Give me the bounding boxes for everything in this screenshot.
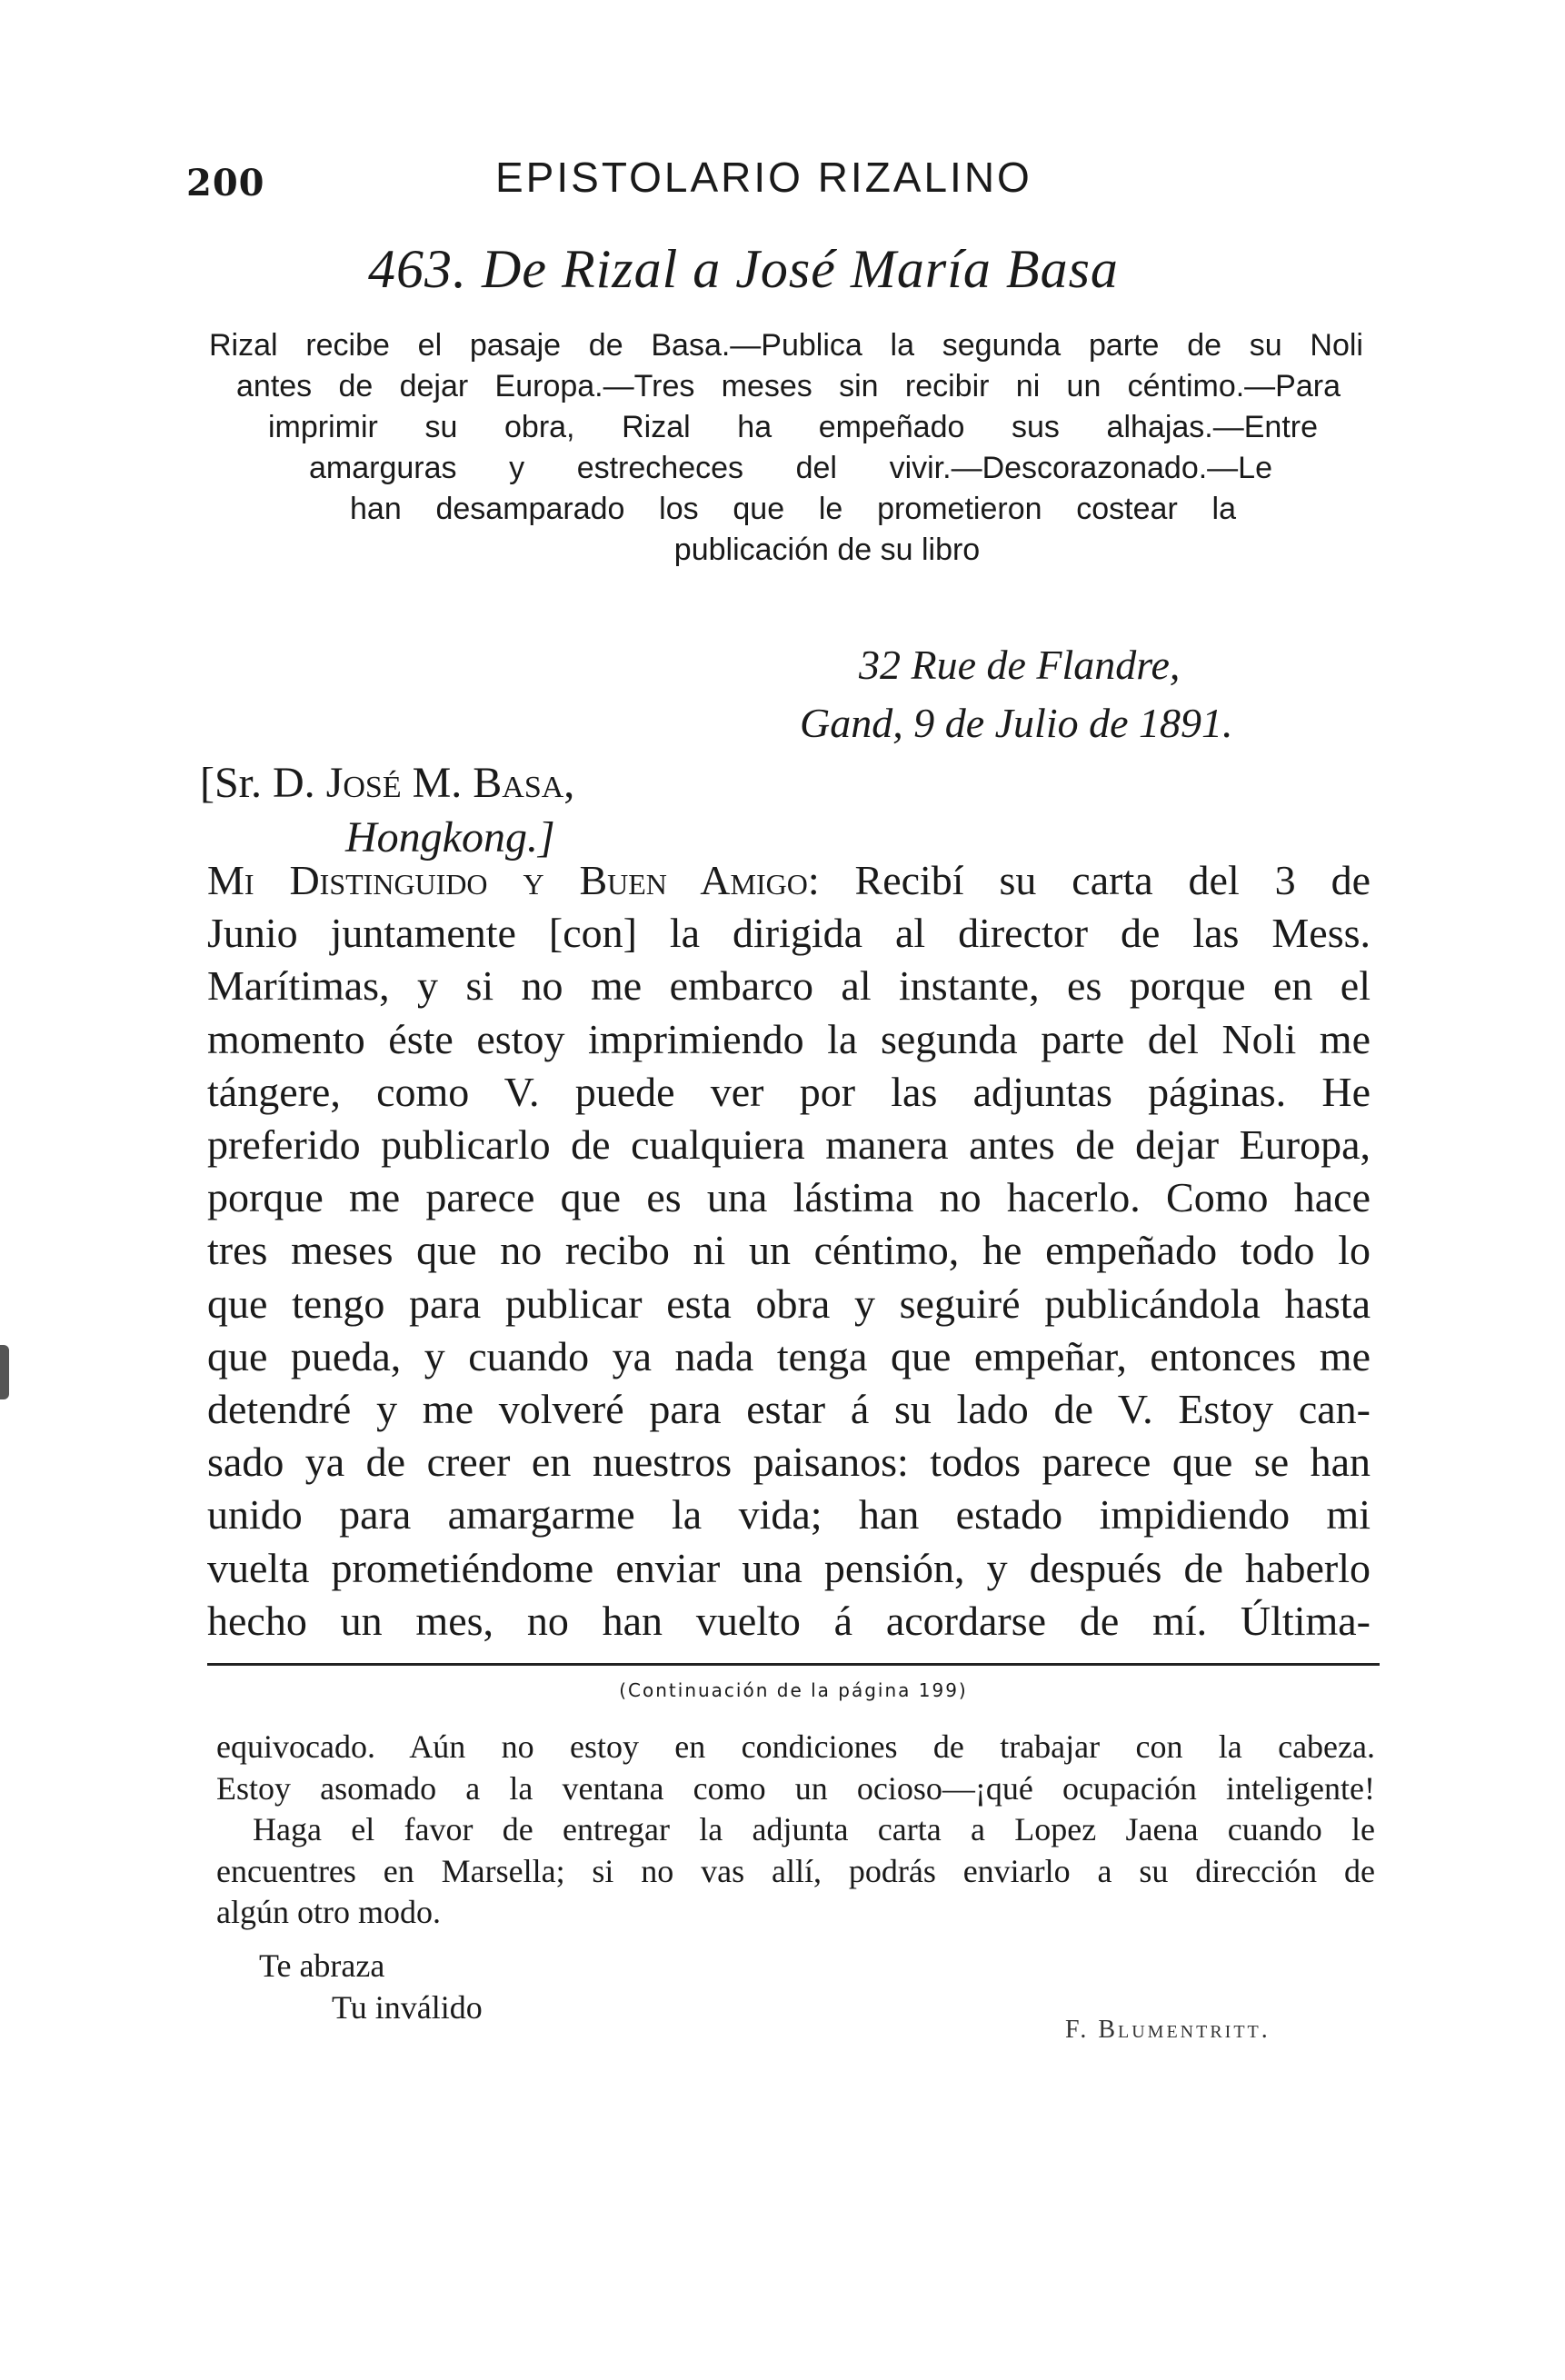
- footnote-line: encuentres en Marsella; si no vas allí, podrás enviarlo a su dirección de: [216, 1852, 1375, 1889]
- footnote-line: equivocado. Aún no estoy en condiciones de trabajar con la cabeza.: [216, 1728, 1375, 1765]
- closing: [259, 1945, 483, 2028]
- salutation: Mi Distinguido y Buen Amigo:: [207, 857, 820, 903]
- page-header: [186, 153, 1413, 216]
- recipient-prefix: [Sr. D.: [200, 759, 326, 807]
- summary-line: imprimir su obra, Rizal ha empeñado sus alhajas.—Entre: [268, 410, 1318, 444]
- body-line: hecho un mes, no han vuelto á acordarse de mí. Última-: [207, 1597, 1371, 1644]
- page-number: 200: [186, 162, 265, 204]
- summary-line: amarguras y estrecheces del vivir.—Descorazonado.—Le: [309, 451, 1272, 485]
- letter-title: 463. De Rizal a José María Basa: [368, 239, 1119, 299]
- body-line-rest: Recibí su carta del 3 de: [819, 857, 1371, 903]
- continuation-label: (Continuación de la página 199): [619, 1679, 968, 1701]
- body-line: que tengo para publicar esta obra y seguiré publicándola hasta: [207, 1280, 1371, 1327]
- body-line: tres meses que no recibo ni un céntimo, he empeñado todo lo: [207, 1227, 1371, 1274]
- body-line: unido para amargarme la vida; han estado impidiendo mi: [207, 1491, 1371, 1539]
- footnote-text: [216, 1727, 1375, 1934]
- body-line: que pueda, y cuando ya nada tenga que empeñar, entonces me: [207, 1332, 1371, 1379]
- signature: F. Blumentritt.: [1065, 2016, 1271, 2044]
- footnote-line: Haga el favor de entregar la adjunta carta a Lopez Jaena cuando le: [253, 1811, 1375, 1848]
- body-line: porque me parece que es una lástima no hacerlo. Como hace: [207, 1174, 1371, 1221]
- closing-line: Tu inválido: [332, 1989, 483, 2026]
- recipient-city: Hongkong.]: [345, 813, 555, 861]
- body-line: preferido publicarlo de cualquiera manera antes de dejar Europa,: [207, 1121, 1371, 1169]
- footnote-divider: [207, 1663, 1380, 1666]
- body-line: sado ya de creer en nuestros paisanos: todos parece que se han: [207, 1439, 1371, 1486]
- letter-body: [207, 854, 1371, 1648]
- body-line: Junio juntamente [con] la dirigida al director de las Mess.: [207, 910, 1371, 957]
- letter-place: 32 Rue de Flandre,: [859, 642, 1181, 688]
- addressee: [200, 756, 836, 865]
- summary-line: Rizal recibe el pasaje de Basa.—Publica la segunda parte de su Noli: [209, 328, 1363, 363]
- letter-summary: [209, 325, 1363, 571]
- summary-line: publicación de su libro: [673, 533, 981, 567]
- summary-line: antes de dejar Europa.—Tres meses sin recibir ni un céntimo.—Para: [236, 369, 1341, 403]
- running-title: EPISTOLARIO RIZALINO: [495, 154, 1032, 201]
- footnote-line: Estoy asomado a la ventana como un ocioso—¡qué ocupación inteligente!: [216, 1769, 1375, 1807]
- page-edge-mark: [0, 1345, 9, 1399]
- body-line: [207, 854, 1371, 907]
- body-line: Marítimas, y si no me embarco al instante, es porque en el: [207, 962, 1371, 1010]
- recipient-name: José M. Basa,: [325, 759, 575, 807]
- body-line: vuelta prometiéndome enviar una pensión, y después de haberlo: [207, 1544, 1371, 1591]
- recipient-name-line: [200, 756, 836, 811]
- footnote-line: algún otro modo.: [216, 1894, 441, 1931]
- place-date: [800, 636, 1309, 752]
- body-line: tángere, como V. puede ver por las adjuntas páginas. He: [207, 1068, 1371, 1115]
- closing-line: Te abraza: [259, 1947, 385, 1984]
- body-line: detendré y me volveré para estar á su lado de V. Estoy can-: [207, 1386, 1371, 1433]
- body-line: momento éste estoy imprimiendo la segunda parte del Noli me: [207, 1015, 1371, 1062]
- summary-line: han desamparado los que le prometieron costear la: [350, 492, 1236, 526]
- letter-date: Gand, 9 de Julio de 1891.: [800, 700, 1233, 746]
